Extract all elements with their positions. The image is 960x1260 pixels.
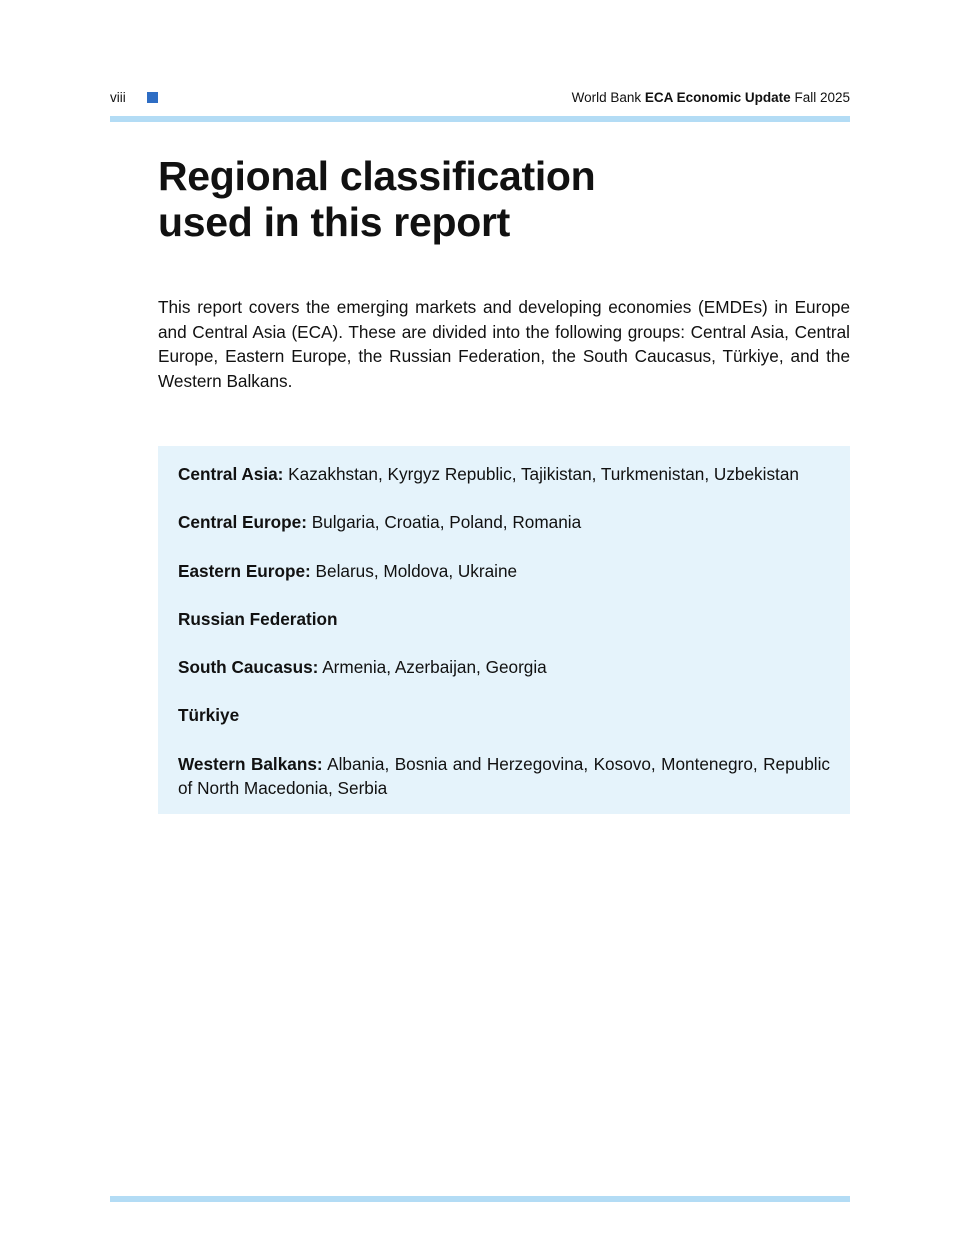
page-title (158, 153, 718, 245)
page-title-line-2: used in this report (158, 199, 510, 245)
region-group-name: Russian Federation (178, 608, 338, 629)
intro-paragraph: This report covers the emerging markets and developing economies (EMDEs) in Europe and Central Asia (ECA). These are divided into the following groups: Central Asia, Central Europe, Eastern Europe, the Russian Federation, the South Caucasus, Türkiye, and the Western Balkans. (158, 297, 850, 391)
region-group-box (158, 446, 850, 814)
page-marker-square-icon (147, 92, 158, 103)
region-group (178, 462, 830, 486)
footer-rule (110, 1196, 850, 1202)
region-group-name: Western Balkans: (178, 753, 323, 774)
region-group-name: Eastern Europe: (178, 560, 311, 581)
running-head-publisher: World Bank (571, 90, 642, 105)
running-head-report-name: ECA Economic Update (644, 90, 791, 105)
region-group-members: Albania, Bosnia and Herzegovina, Kosovo, Montenegro, Republic of North Macedonia, Serbia (178, 753, 830, 799)
running-head (572, 88, 850, 108)
page-header (110, 88, 850, 108)
page-title-line-1: Regional classification (158, 153, 596, 199)
running-head-edition: Fall 2025 (794, 90, 850, 105)
region-group-name: Central Asia: (178, 464, 284, 484)
region-group (178, 510, 830, 534)
region-group-members: Armenia, Azerbaijan, Georgia (322, 657, 547, 678)
region-group (178, 703, 830, 727)
region-group (178, 559, 830, 583)
region-group-members: Kazakhstan, Kyrgyz Republic, Tajikistan, Turkmenistan, Uzbekistan (288, 464, 799, 484)
region-group (178, 607, 830, 631)
region-group-name: South Caucasus: (178, 657, 319, 678)
region-group-members: Belarus, Moldova, Ukraine (315, 560, 518, 581)
region-group-name: Central Europe: (178, 512, 307, 533)
region-group-name: Türkiye (178, 705, 240, 726)
region-group (178, 655, 830, 679)
page-number: viii (110, 90, 126, 105)
header-rule (110, 116, 850, 122)
region-group-members: Bulgaria, Croatia, Poland, Romania (311, 512, 582, 533)
region-group (178, 752, 830, 801)
